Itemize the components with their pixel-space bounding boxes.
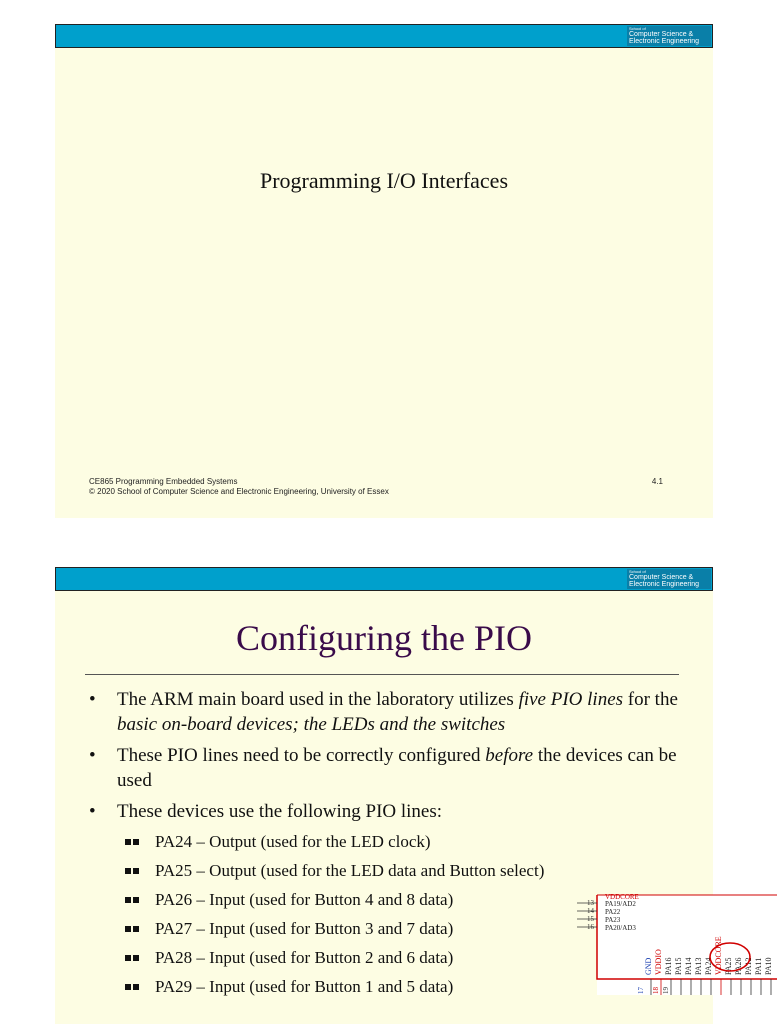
square-bullet-icon [133, 984, 139, 990]
bullet-dot: • [89, 689, 96, 710]
logo-small-text: School of [629, 569, 646, 574]
pio-line-text: PA25 – Output (used for the LED data and Button select) [155, 861, 545, 880]
bottom-pin-label: PA14 [684, 957, 693, 975]
bullet-item [85, 687, 713, 737]
bottom-pin-label: PA26 [734, 957, 743, 975]
bullet-emphasis: before [485, 745, 534, 766]
bullet-dot: • [89, 801, 96, 822]
bottom-pin-label: PA24 [704, 957, 713, 975]
bottom-pin-label: GND [644, 957, 653, 975]
bottom-pin-label: PA25 [724, 957, 733, 975]
logo-line-2: Electronic Engineering [629, 581, 700, 588]
schematic-svg [587, 893, 777, 995]
footer-course: CE865 Programming Embedded Systems [89, 477, 238, 486]
bullet-emphasis: five PIO lines [518, 689, 624, 710]
school-logo [627, 26, 711, 46]
chip-schematic [587, 893, 777, 995]
bottom-pin-label: VDDIO [654, 949, 663, 975]
pio-line-item [85, 830, 713, 854]
school-logo [627, 569, 711, 589]
bullet-text: for the [623, 689, 678, 710]
square-bullet-icon [133, 955, 139, 961]
slide-1 [55, 24, 713, 518]
logo-line-1: Computer Science & [629, 31, 694, 38]
logo-line-2: Electronic Engineering [629, 38, 700, 45]
slide-2-title: Configuring the PIO [236, 618, 532, 658]
bullet-item [85, 743, 713, 793]
bullet-item [85, 799, 713, 824]
square-bullet-icon [125, 955, 131, 961]
pio-line-text: PA26 – Input (used for Button 4 and 8 data) [155, 890, 454, 909]
pio-line-item [85, 859, 713, 883]
bullet-text: The ARM main board used in the laboratory utilizes [117, 689, 519, 710]
square-bullet-icon [133, 868, 139, 874]
bottom-pin-number: 19 [662, 987, 670, 994]
square-bullet-icon [133, 839, 139, 845]
square-bullet-icon [125, 897, 131, 903]
left-pin-label: PA20/AD3 [605, 924, 636, 932]
bottom-pin-number: 18 [652, 987, 660, 994]
square-bullet-icon [125, 839, 131, 845]
bottom-pin-label: PA15 [674, 957, 683, 975]
bullet-text: These PIO lines need to be correctly configured [117, 745, 486, 766]
slide-header-bar [55, 24, 713, 48]
slide-header-bar [55, 567, 713, 591]
bottom-pin-number: 17 [637, 987, 645, 994]
left-pin-number: 13 [587, 899, 594, 907]
logo-line-1: Computer Science & [629, 574, 694, 581]
left-pin-label: VDDCORE [605, 893, 639, 901]
slide-2 [55, 567, 773, 1024]
bottom-pin-label: PA11 [754, 957, 763, 975]
left-pin-label: PA19/AD2 [605, 900, 636, 908]
logo-small-text: School of [629, 26, 646, 31]
bottom-pin-label: PA13 [694, 957, 703, 975]
left-pin-number: 16 [587, 923, 594, 931]
pio-line-text: PA28 – Input (used for Button 2 and 6 data) [155, 948, 454, 967]
page-number: 4.1 [651, 477, 663, 486]
bullet-emphasis: basic on-board devices; the LEDs and the switches [117, 714, 506, 735]
slide-1-title: Programming I/O Interfaces [259, 168, 509, 193]
bottom-pin-label: VDDCORE [714, 936, 723, 975]
bottom-pin-label: PA10 [764, 957, 773, 975]
bottom-pin-label: PA16 [664, 957, 673, 975]
pio-line-text: PA27 – Input (used for Button 3 and 7 data) [155, 919, 454, 938]
square-bullet-icon [133, 897, 139, 903]
left-pin-label: PA23 [605, 916, 621, 924]
title-divider [85, 674, 679, 675]
slide-footer [89, 477, 389, 497]
bullet-text: the devices can be used [117, 745, 677, 791]
bullet-dot: • [89, 745, 96, 766]
left-pin-number: 14 [587, 907, 594, 915]
square-bullet-icon [125, 926, 131, 932]
left-pin-label: PA22 [605, 908, 621, 916]
square-bullet-icon [133, 926, 139, 932]
pio-line-text: PA29 – Input (used for Button 1 and 5 data) [155, 977, 454, 996]
square-bullet-icon [125, 868, 131, 874]
square-bullet-icon [125, 984, 131, 990]
footer-copyright: © 2020 School of Computer Science and Electronic Engineering, University of Essex [89, 487, 389, 496]
bullet-text: These devices use the following PIO lines: [117, 801, 443, 822]
bottom-pin-label: PA12 [744, 957, 753, 975]
pio-line-text: PA24 – Output (used for the LED clock) [155, 832, 431, 851]
left-pin-number: 15 [587, 915, 594, 923]
